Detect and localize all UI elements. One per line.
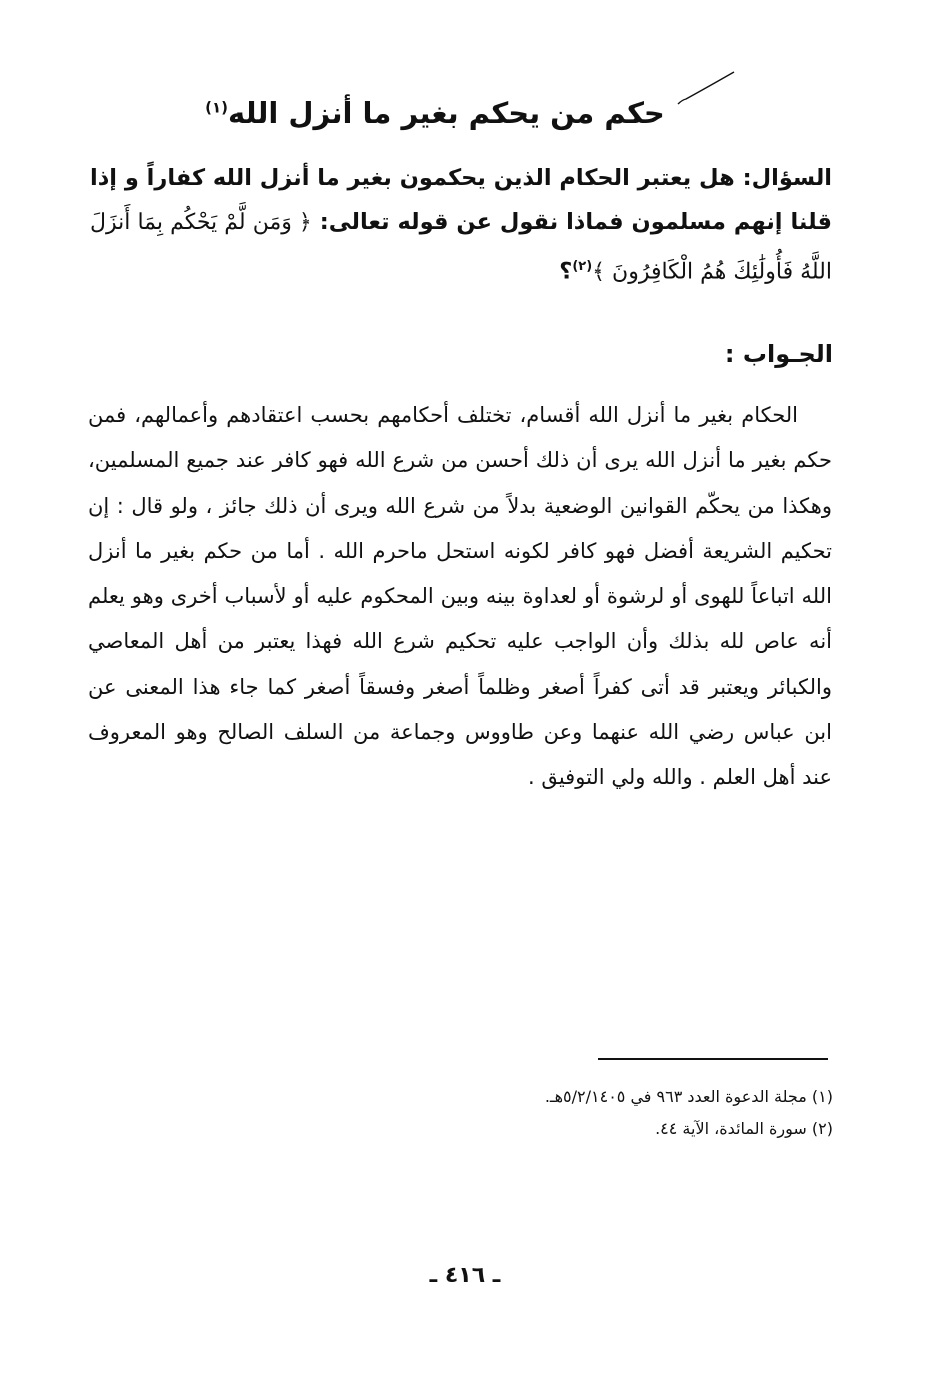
- answer-paragraph: الحكام بغير ما أنزل الله أقسام، تختلف أحكامهم بحسب اعتقادهم وأعمالهم، فمن حكم بغير ما أنزل الله يرى أن ذلك أحسن من شرع الله فهو كافر عند جميع المسلمين، وهكذا من يحكّم القوانين الوضعية بدلاً من شرع الله ويرى أن ذلك جائز ، ولو قال : إن تحكيم الشريعة أفضل فهو كافر لكونه استحل ماحرم الله . أما من حكم بغير ما أنزل الله اتباعاً للهوى أو لرشوة أو لعداوة بينه وبين المحكوم عليه أو لأسباب أخرى وهو يعلم أنه عاص لله بذلك وأن الواجب عليه تحكيم شرع الله فهذا يعتبر من أهل المعاصي والكبائر ويعتبر قد أتى كفراً أصغر وظلماً أصغر وفسقاً أصغر كما جاء هذا المعنى عن ابن عباس رضي الله عنهما وعن طاووس وجماعة من السلف الصالح وهو المعروف عند أهل العلم . والله ولي التوفيق .: [88, 403, 832, 790]
- page-title: [200, 96, 670, 130]
- verse-footnote-ref: (٢): [572, 259, 593, 274]
- page-number: ـ ٤١٦ ـ: [429, 1263, 501, 1288]
- question-end-mark: ؟: [559, 258, 573, 285]
- footnote-2: (٢) سورة المائدة، الآية ٤٤.: [655, 1119, 833, 1138]
- question-text: هل يعتبر الحكام الذين يحكمون بغير ما أنزل الله كفاراً و إذا قلنا إنهم مسلمون فماذا نقول عن قوله تعالى:: [90, 165, 832, 235]
- page-title-text: حكم من يحكم بغير ما أنزل الله: [228, 96, 665, 130]
- question-block: [90, 156, 832, 295]
- answer-body: [88, 393, 832, 801]
- title-footnote-ref: (١): [205, 98, 229, 117]
- pen-stroke-mark: [676, 70, 736, 110]
- question-label: السؤال:: [742, 165, 832, 191]
- footnote-divider: [598, 1058, 828, 1060]
- quran-verse: ﴿ وَمَن لَّمْ يَحْكُم بِمَا أَنزَلَ اللَّهُ فَأُولَٰئِكَ هُمُ الْكَافِرُونَ ﴾: [90, 210, 832, 285]
- footnote-1: (١) مجلة الدعوة العدد ٩٦٣ في ٥/٢/١٤٠٥هـ.: [544, 1087, 833, 1106]
- footnotes: [233, 1081, 833, 1145]
- answer-heading: الجـواب :: [724, 340, 833, 368]
